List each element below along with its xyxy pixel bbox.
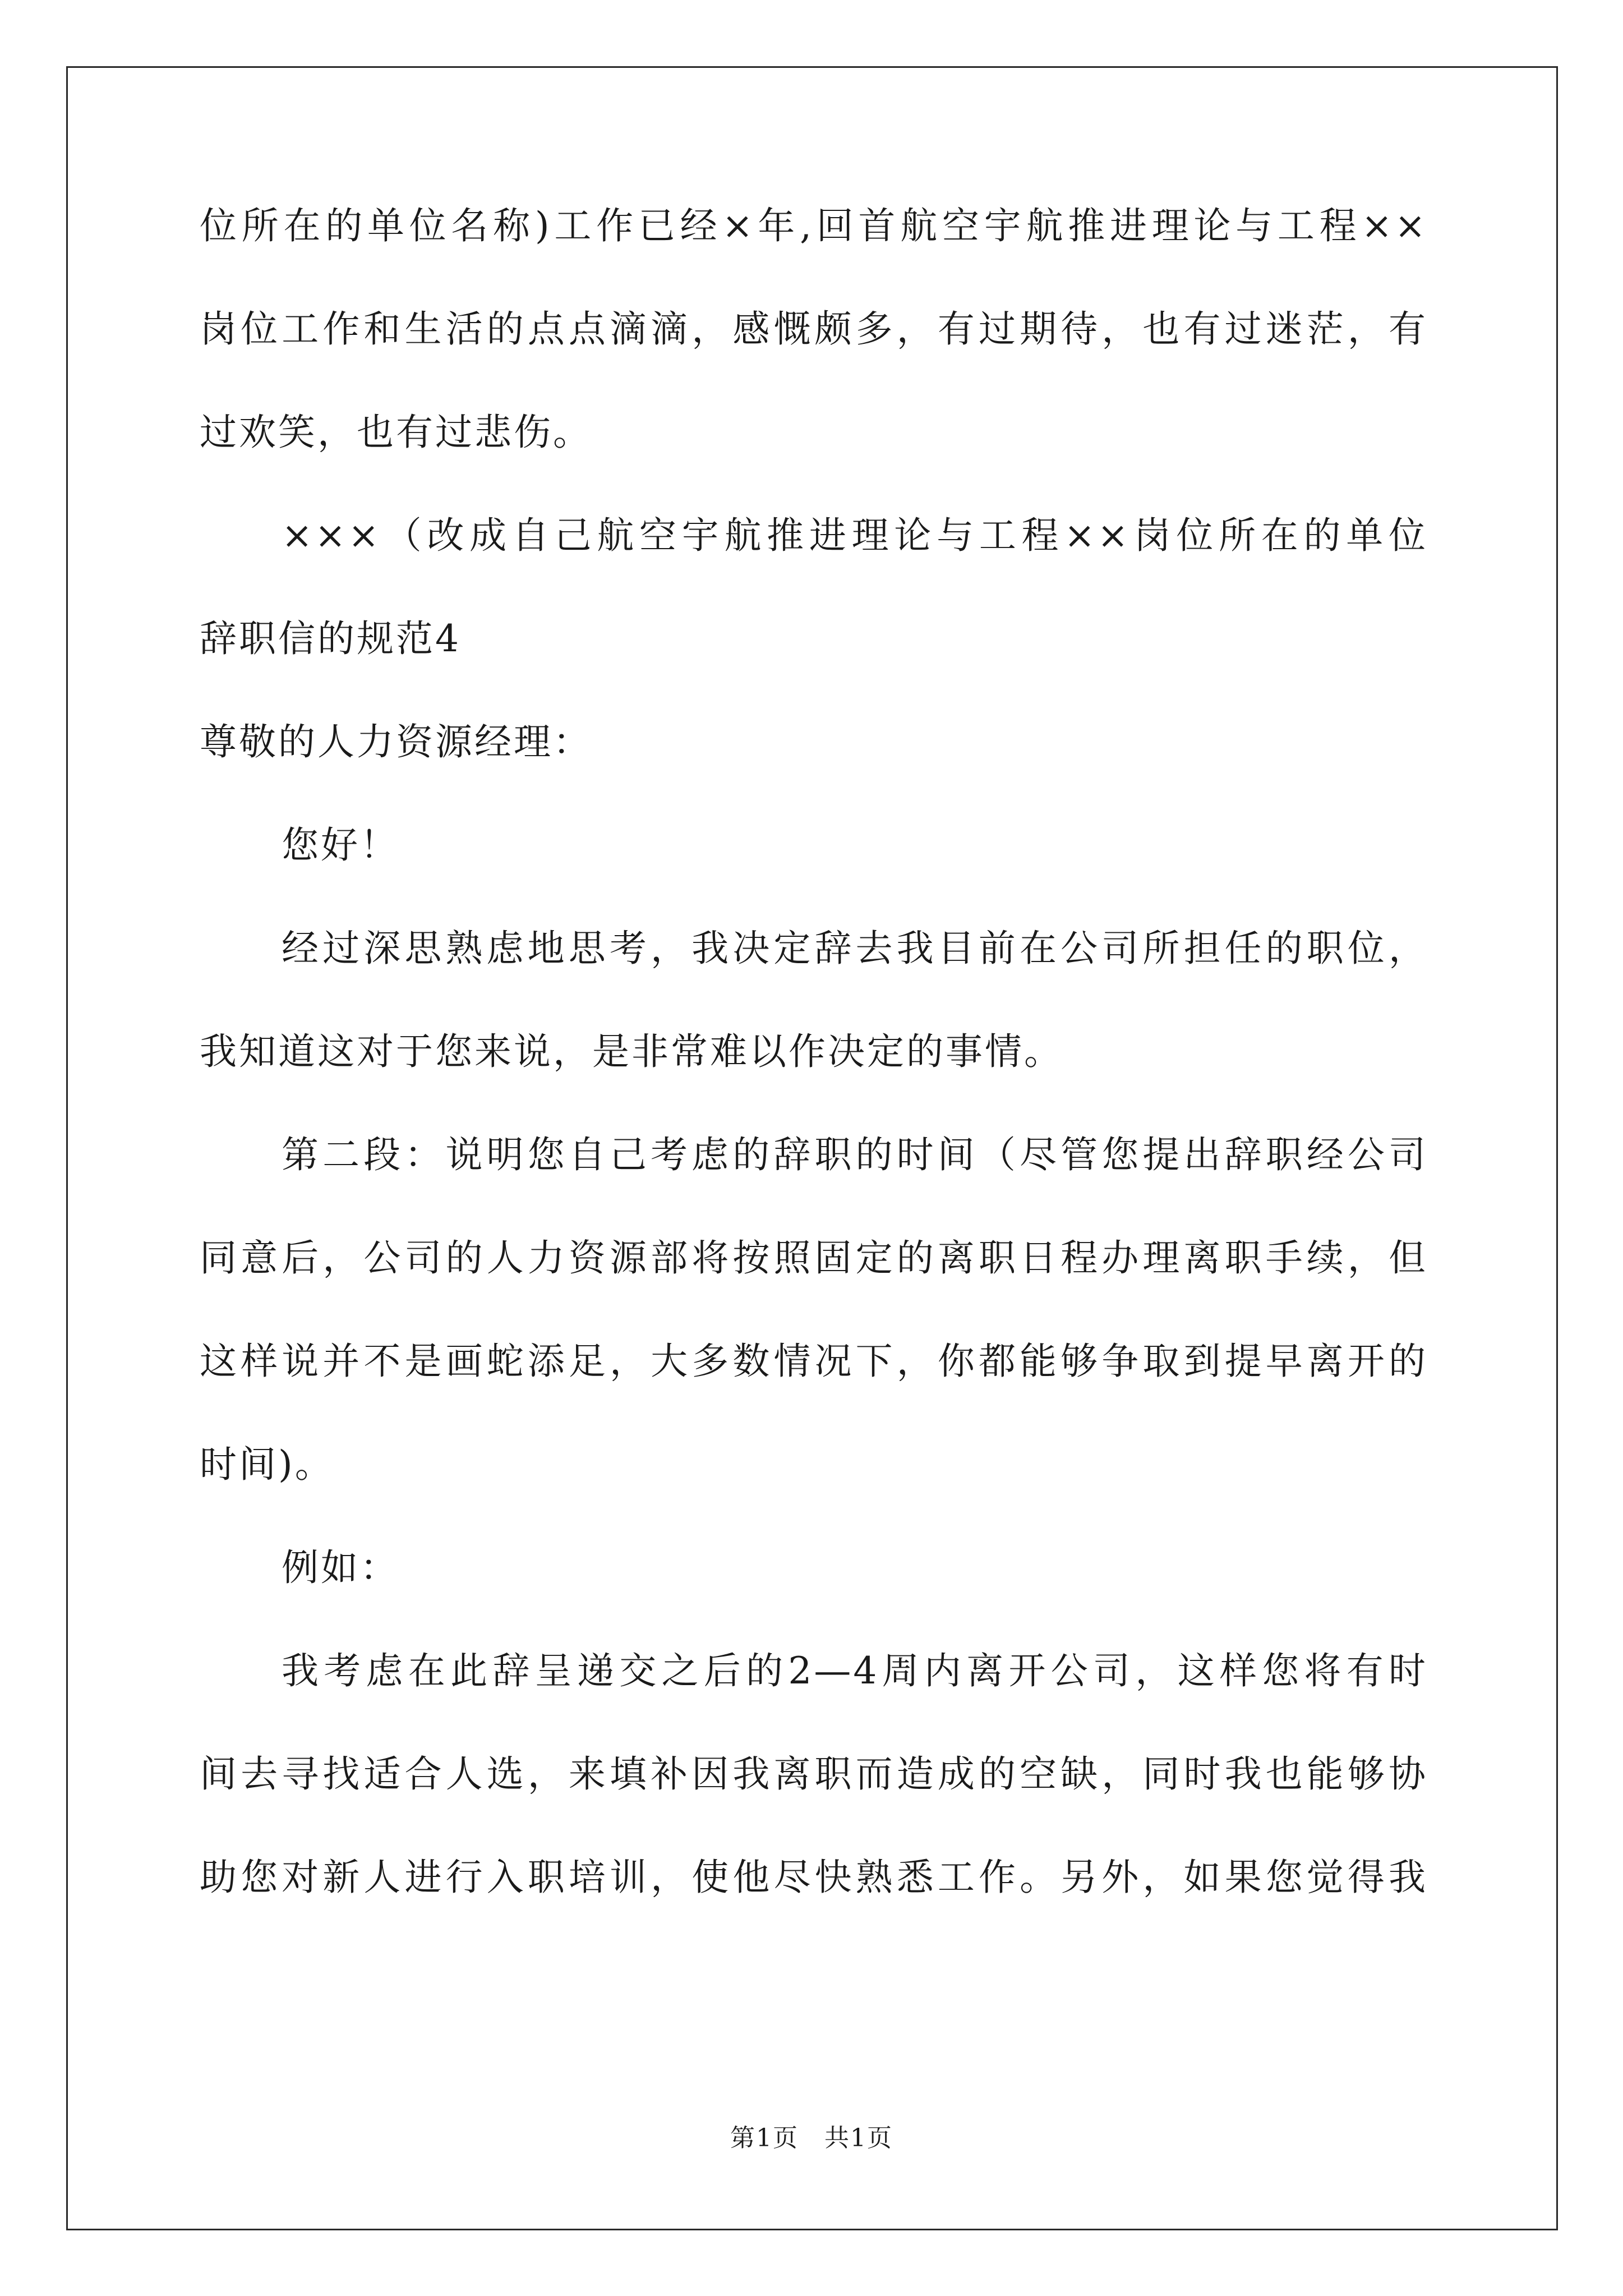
text-line: 岗位工作和生活的点点滴滴，感慨颇多，有过期待，也有过迷茫，有 [200, 307, 1428, 351]
text-line: 例如： [282, 1546, 399, 1589]
text-line: 间去寻找适合人选，来填补因我离职而造成的空缺，同时我也能够协 [200, 1752, 1428, 1796]
text-line: 这样说并不是画蛇添足，大多数情况下，你都能够争取到提早离开的 [200, 1340, 1428, 1383]
text-line: 经过深思熟虑地思考，我决定辞去我目前在公司所担任的职位， [282, 927, 1428, 970]
document-body [200, 204, 1428, 1962]
text-line: 时间)。 [200, 1443, 334, 1486]
text-line: 同意后，公司的人力资源部将按照固定的离职日程办理离职手续，但 [200, 1236, 1428, 1280]
text-line: 助您对新人进行入职培训，使他尽快熟悉工作。另外，如果您觉得我 [200, 1856, 1428, 1899]
text-line: ×××（改成自己航空宇航推进理论与工程××岗位所在的单位 [282, 514, 1428, 557]
text-line: 我知道这对于您来说，是非常难以作决定的事情。 [200, 1030, 1063, 1073]
text-line: 过欢笑，也有过悲伤。 [200, 411, 592, 454]
text-line: 我考虑在此辞呈递交之后的2—4周内离开公司，这样您将有时 [282, 1649, 1428, 1692]
salutation: 尊敬的人力资源经理： [200, 720, 592, 763]
greeting: 您好！ [282, 823, 399, 867]
page-footer: 第1页 共1页 [730, 2124, 893, 2152]
text-line: 第二段：说明您自己考虑的辞职的时间（尽管您提出辞职经公司 [282, 1133, 1428, 1176]
section-heading: 辞职信的规范4 [200, 617, 461, 660]
text-line: 位所在的单位名称)工作已经×年,回首航空宇航推进理论与工程×× [200, 204, 1428, 247]
